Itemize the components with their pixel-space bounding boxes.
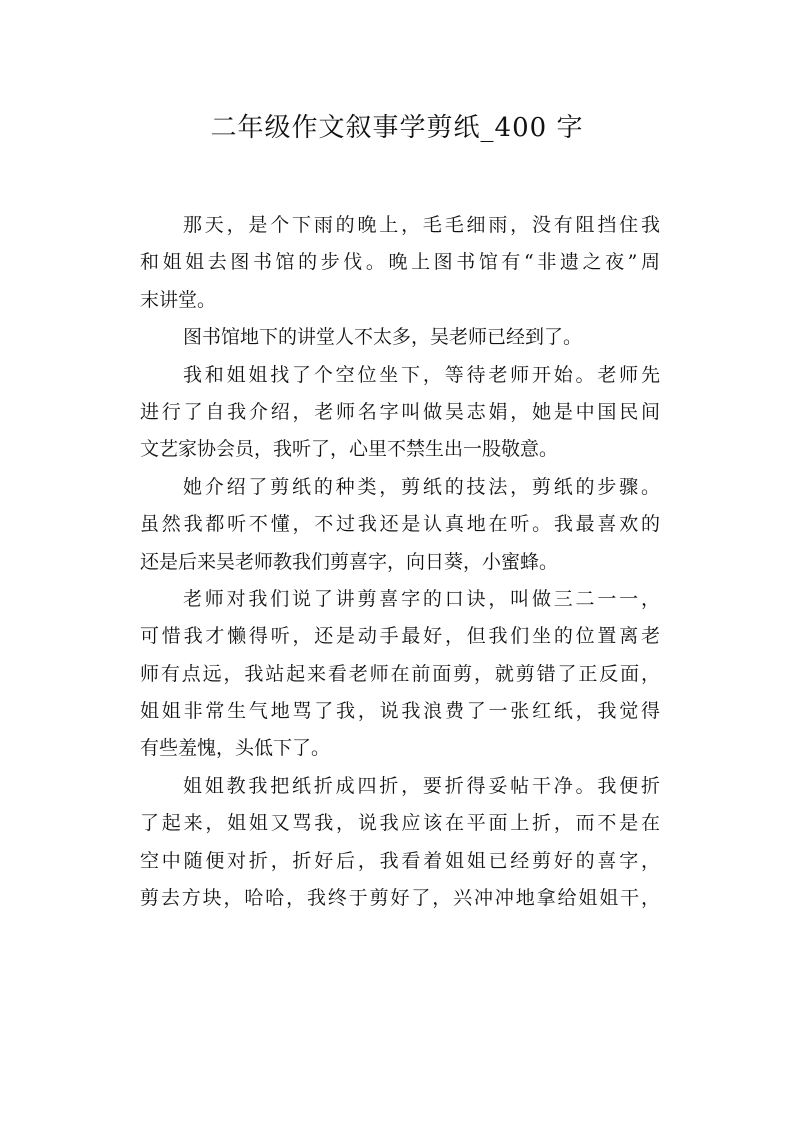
text-line: 师有点远，我站起来看老师在前面剪，就剪错了正反面，	[140, 662, 660, 685]
text-line: 有些羞愧，头低下了。	[140, 737, 331, 760]
text-line: 老师对我们说了讲剪喜字的口诀，叫做三二一一，	[183, 587, 660, 610]
text-line: 了起来，姐姐又骂我，说我应该在平面上折，而不是在	[140, 812, 660, 835]
document-body	[140, 207, 660, 917]
text-line: 末讲堂。	[140, 288, 217, 311]
text-line: 她介绍了剪纸的种类，剪纸的技法，剪纸的步骤。	[183, 475, 660, 498]
text-line: 还是后来吴老师教我们剪喜字，向日葵，小蜜蜂。	[140, 550, 559, 573]
text-line: 剪去方块，哈哈，我终于剪好了，兴冲冲地拿给姐姐干，	[140, 887, 660, 910]
text-line: 那天，是个下雨的晚上，毛毛细雨，没有阻挡住我	[183, 214, 660, 236]
text-line: 图书馆地下的讲堂人不太多，吴老师已经到了。	[183, 326, 583, 349]
document-title: 二年级作文叙事学剪纸_400 字	[210, 113, 584, 143]
text-line: 进行了自我介绍，老师名字叫做吴志娟，她是中国民间	[140, 400, 660, 423]
text-line: 姐姐非常生气地骂了我，说我浪费了一张红纸，我觉得	[140, 700, 660, 723]
text-line: 空中随便对折，折好后，我看着姐姐已经剪好的喜字，	[140, 849, 660, 872]
text-line: 文艺家协会员，我听了，心里不禁生出一股敬意。	[140, 438, 559, 461]
text-line: 和姐姐去图书馆的步伐。晚上图书馆有“非遗之夜”周	[140, 251, 660, 274]
text-line: 虽然我都听不懂，不过我还是认真地在听。我最喜欢的	[140, 513, 660, 536]
text-line: 姐姐教我把纸折成四折，要折得妥帖干净。我便折	[183, 774, 660, 797]
text-line: 可惜我才懒得听，还是动手最好，但我们坐的位置离老	[140, 625, 660, 648]
text-line: 我和姐姐找了个空位坐下，等待老师开始。老师先	[183, 363, 660, 386]
